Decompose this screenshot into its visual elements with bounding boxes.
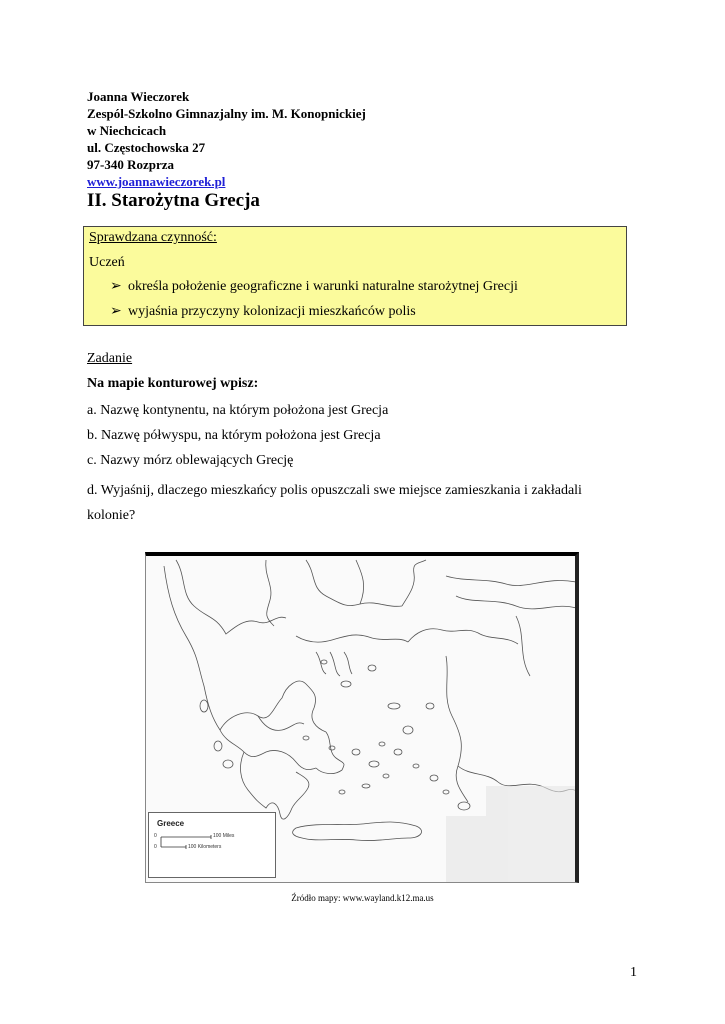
scale-zero-km: 0	[154, 844, 157, 850]
scale-miles: 100 Miles	[213, 833, 235, 839]
skills-box	[83, 226, 627, 326]
arrow-bullet-icon: ➢	[110, 279, 122, 294]
arrow-bullet-icon: ➢	[110, 304, 122, 319]
task-heading: Na mapie konturowej wpisz:	[87, 376, 259, 391]
legend-title: Greece	[157, 819, 185, 828]
school-postal: 97-340 Rozprza	[87, 157, 175, 172]
skills-item	[110, 303, 416, 320]
scale-km: 100 Kilometers	[188, 844, 222, 850]
page-title: II. Starożytna Grecja	[87, 190, 260, 211]
website-link[interactable]: www.joannawieczorek.pl	[87, 174, 226, 189]
author-name: Joanna Wieczorek	[87, 89, 190, 104]
map-legend	[148, 812, 276, 878]
skills-subject: Uczeń	[89, 255, 125, 270]
skills-item-text: określa położenie geograficzne i warunki naturalne starożytnej Grecji	[128, 279, 518, 294]
task-question: d. Wyjaśnij, dlaczego mieszkańcy polis opuszczali swe miejsce zamieszkania i zakładali kolonie?	[87, 483, 582, 523]
skills-label: Sprawdzana czynność:	[89, 230, 217, 245]
scale-zero-miles: 0	[154, 833, 157, 839]
skills-item-text: wyjaśnia przyczyny kolonizacji mieszkańców polis	[128, 304, 416, 319]
task-label: Zadanie	[87, 351, 133, 366]
author-header	[87, 88, 366, 190]
map-source: Źródło mapy: www.wayland.k12.ma.us	[291, 893, 434, 903]
task-question: c. Nazwy mórz oblewających Grecję	[87, 453, 294, 468]
school-street: ul. Częstochowska 27	[87, 140, 206, 155]
school-name: Zespól-Szkolno Gimnazjalny im. M. Konopnickiej	[87, 106, 366, 121]
school-town: w Niechcicach	[87, 123, 167, 138]
skills-item	[110, 278, 518, 295]
task-question: a. Nazwę kontynentu, na którym położona jest Grecja	[87, 403, 389, 418]
page-number: 1	[630, 965, 637, 980]
task-question: b. Nazwę półwyspu, na którym położona jest Grecja	[87, 428, 381, 443]
